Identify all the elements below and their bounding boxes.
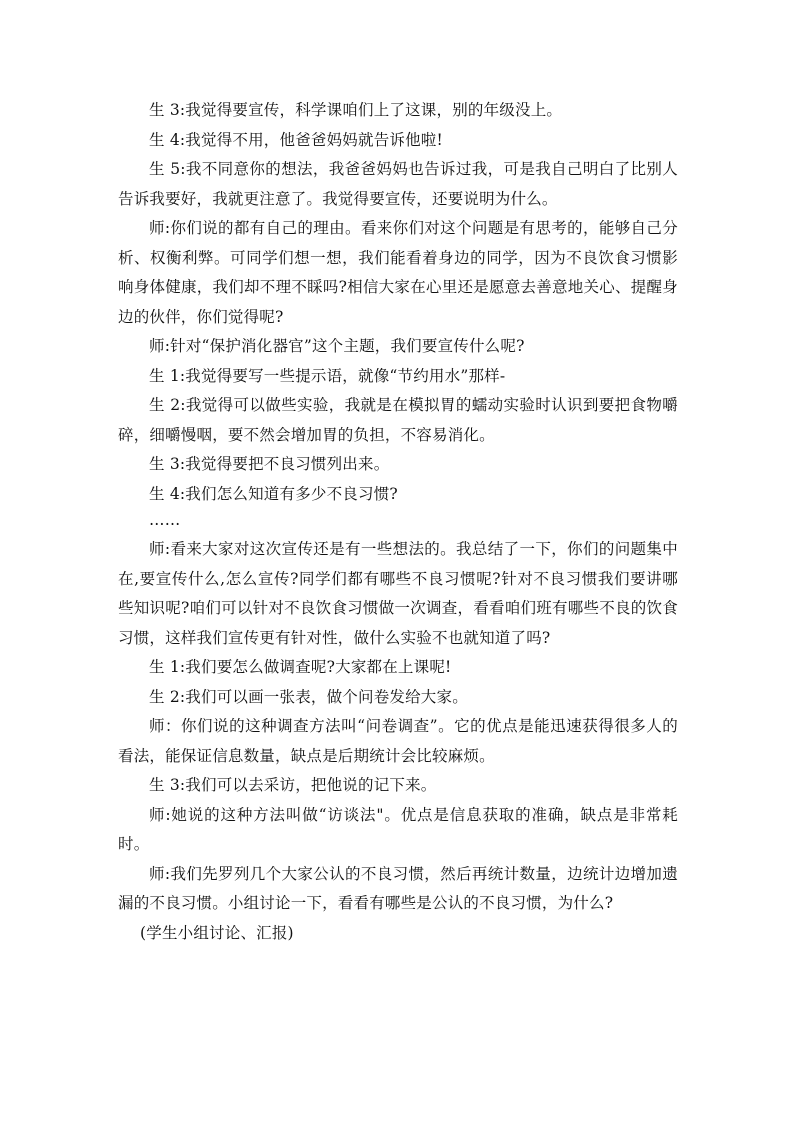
paragraph-student-3-interview: 生 3:我们可以去采访，把他说的记下来。 [149, 776, 437, 794]
paragraph-student-2-questionnaire: 生 2:我们可以画一张表，做个问卷发给大家。 [149, 687, 468, 706]
paragraph-teacher-questionnaire: 师：你们说的这种调查方法叫“问卷调查”。它的优点是能迅速获得很多人的看法，能保证信息数量，缺点是后期统计会比较麻烦。 [118, 717, 678, 765]
paragraph-student-1-slogan: 生 1:我觉得要写一些提示语，就像“节约用水”那样- [149, 366, 506, 385]
paragraph-teacher-discussion: 师:我们先罗列几个大家公认的不良习惯，然后再统计数量，边统计边增加遗漏的不良习惯。小组讨论一下，看看有哪些是公认的不良习惯，为什么? [118, 864, 678, 912]
paragraph-teacher-topic-question: 师:针对“保护消化器官”这个主题，我们要宣传什么呢? [149, 337, 525, 355]
paragraph-student-1-survey: 生 1:我们要怎么做调查呢?大家都在上课呢! [149, 658, 452, 676]
paragraph-teacher-interview: 师:她说的这种方法叫做“访谈法"。优点是信息获取的准确，缺点是非常耗时。 [118, 805, 678, 853]
paragraph-group-discussion-note: (学生小组讨论、汇报) [140, 923, 294, 942]
paragraph-teacher-reasoning: 师:你们说的都有自己的理由。看来你们对这个问题是有思考的，能够自己分析、权衡利弊。可同学们想一想，我们能看着身边的同学，因为不良饮食习惯影响身体健康，我们却不理不睬吗?相信大家在心里还是愿意去善意地关心、提醒身边的伙伴，你们觉得呢? [118, 219, 678, 326]
paragraph-ellipsis: …… [149, 511, 181, 529]
paragraph-student-3-habits: 生 3:我觉得要把不良习惯列出来。 [149, 455, 390, 473]
paragraph-student-4-question: 生 4:我们怎么知道有多少不良习惯? [149, 484, 398, 503]
document-body [118, 96, 678, 948]
paragraph-student-3-opinion: 生 3:我觉得要宣传，科学课咱们上了这课，别的年级没上。 [149, 101, 563, 119]
paragraph-teacher-summary: 师:看来大家对这次宣传还是有一些想法的。我总结了一下，你们的问题集中在,要宣传什么,怎么宣传?同学们都有哪些不良习惯呢?针对不良习惯我们要讲哪些知识呢?咱们可以针对不良饮食习惯做一次调查，看看咱们班有哪些不良的饮食习惯，这样我们宣传更有针对性，做什么实验不也就知道了吗? [118, 540, 678, 647]
paragraph-student-4-opinion: 生 4:我觉得不用，他爸爸妈妈就告诉他啦! [149, 130, 443, 149]
paragraph-student-2-experiment: 生 2:我觉得可以做些实验，我就是在模拟胃的蠕动实验时认识到要把食物嚼碎，细嚼慢咽，要不然会增加胃的负担，不容易消化。 [118, 396, 678, 444]
paragraph-student-5-opinion: 生 5:我不同意你的想法，我爸爸妈妈也告诉过我，可是我自己明白了比别人告诉我要好，我就更注意了。我觉得要宣传，还要说明为什么。 [118, 160, 678, 208]
